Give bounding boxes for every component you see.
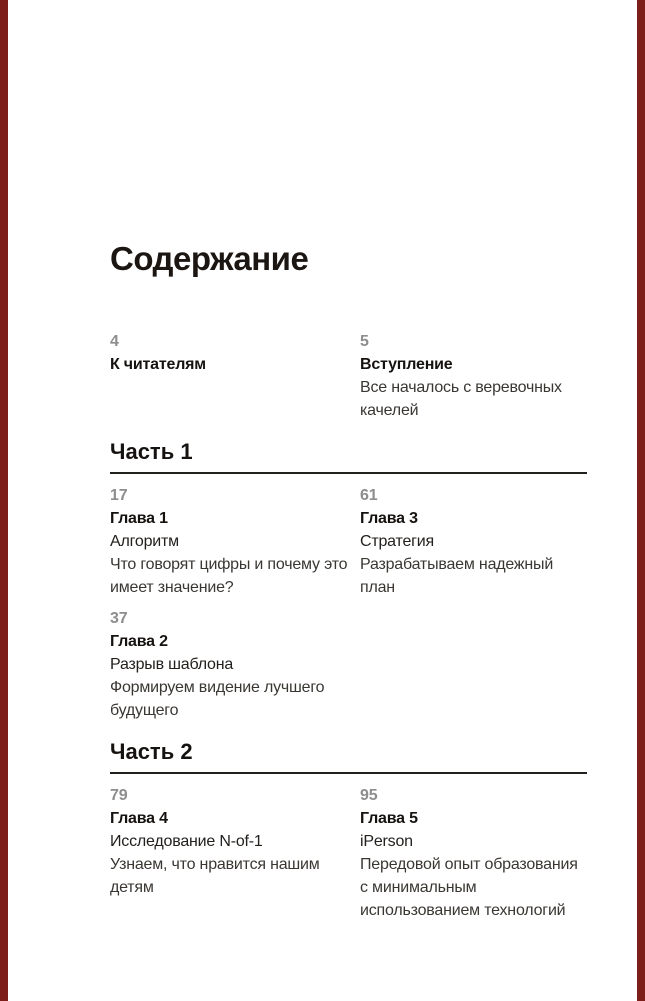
toc-entry-vstuplenie: [360, 330, 580, 422]
page-number: 95: [360, 787, 378, 804]
part-2-right-column: [360, 784, 580, 922]
chapter-title: iPerson: [360, 833, 413, 850]
chapter-title: Алгоритм: [110, 533, 179, 550]
chapter-label: Глава 2: [110, 633, 168, 650]
chapter-title: Исследование N-of-1: [110, 833, 263, 850]
part-2-row: [110, 784, 587, 922]
toc-entry-chapter-2: [110, 607, 360, 722]
part-2-heading: Часть 2: [110, 738, 587, 774]
chapter-title: Разрыв шаблона: [110, 656, 234, 673]
part-2-left-column: [110, 784, 360, 922]
part-1-right-column: [360, 484, 580, 722]
page-number: 79: [110, 787, 128, 804]
page-number: 37: [110, 610, 128, 627]
toc-entry-k-chitatelyam: [110, 330, 360, 376]
part-1-row: [110, 484, 587, 722]
chapter-label: Глава 4: [110, 810, 168, 827]
chapter-description: Передовой опыт образования с минимальным использованием технологий: [360, 856, 578, 919]
chapter-title: Стратегия: [360, 533, 435, 550]
chapter-label: Глава 5: [360, 810, 418, 827]
chapter-description: Разрабатываем надежный план: [360, 556, 554, 596]
part-1-left-column: [110, 484, 360, 722]
intro-row: [110, 330, 587, 422]
page-number: 5: [360, 333, 369, 350]
page-number: 4: [110, 333, 119, 350]
chapter-description: Что говорят цифры и почему это имеет значение?: [110, 556, 348, 596]
toc-entry-chapter-3: [360, 484, 580, 599]
entry-title: Вступление: [360, 356, 453, 373]
entry-title: К читателям: [110, 356, 206, 373]
entry-description: Все началось с веревочных качелей: [360, 379, 562, 419]
chapter-label: Глава 1: [110, 510, 168, 527]
chapter-description: Формируем видение лучшего будущего: [110, 679, 325, 719]
page-number: 61: [360, 487, 378, 504]
part-1-heading: Часть 1: [110, 438, 587, 474]
chapter-label: Глава 3: [360, 510, 418, 527]
chapter-description: Узнаем, что нравится нашим детям: [110, 856, 320, 896]
page-title: Содержание: [110, 240, 309, 277]
toc-entry-chapter-4: [110, 784, 360, 899]
toc-entry-chapter-1: [110, 484, 360, 599]
toc-content: [110, 0, 587, 922]
page-number: 17: [110, 487, 128, 504]
toc-entry-chapter-5: [360, 784, 580, 922]
intro-left-column: [110, 330, 360, 422]
left-page-edge-bar: [0, 0, 8, 1001]
intro-right-column: [360, 330, 580, 422]
right-page-edge-bar: [637, 0, 645, 1001]
